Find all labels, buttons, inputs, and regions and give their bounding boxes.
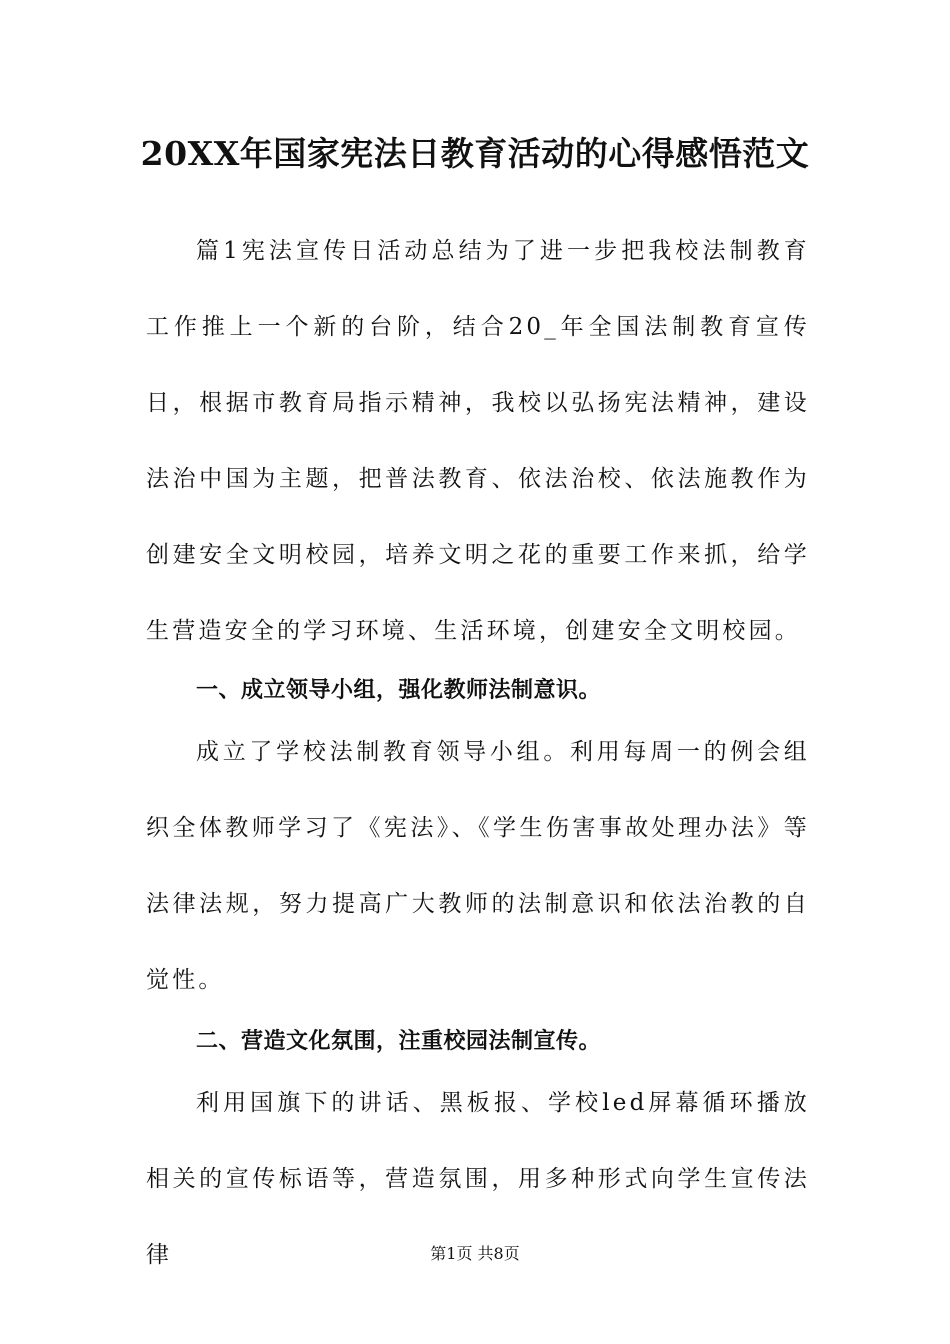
document-title: 20XX年国家宪法日教育活动的心得感悟范文 — [140, 134, 810, 173]
page-number-footer: 第1页 共8页 — [430, 1244, 520, 1263]
paragraph-section-2: 利用国旗下的讲话、黑板报、学校led屏幕循环播放相关的宣传标语等，营造氛围，用多种形式向学生宣传法律 — [146, 1090, 810, 1268]
paragraph-intro: 篇1宪法宣传日活动总结为了进一步把我校法制教育工作推上一个新的台阶，结合20_年全国法制教育宣传日，根据市教育局指示精神，我校以弘扬宪法精神，建设法治中国为主题，把普法教育、依法治校、依法施教作为创建安全文明校园，培养文明之花的重要工作来抓，给学生营造安全的学习环境、生活环境，创建安全文明校园。 — [146, 238, 810, 644]
section-heading-1: 一、成立领导小组，强化教师法制意识。 — [196, 678, 602, 703]
paragraph-section-1: 成立了学校法制教育领导小组。利用每周一的例会组织全体教师学习了《宪法》、《学生伤害事故处理办法》等法律法规，努力提高广大教师的法制意识和依法治教的自觉性。 — [146, 739, 810, 993]
section-heading-2: 二、营造文化氛围，注重校园法制宣传。 — [196, 1029, 602, 1054]
